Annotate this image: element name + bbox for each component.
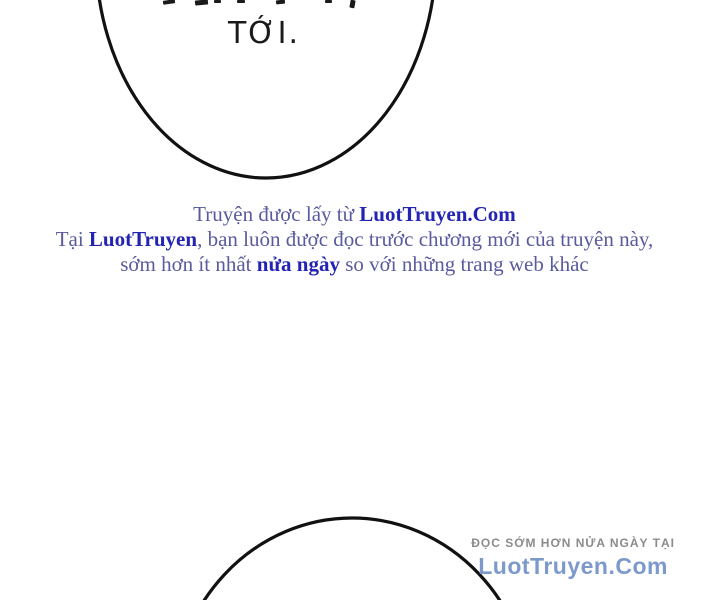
footer-promo xyxy=(471,536,675,580)
watermark-text: Tại xyxy=(55,227,89,251)
text-fragment xyxy=(195,0,208,6)
watermark-site-name: LuotTruyen xyxy=(88,227,198,251)
speech-bubble-top-text: TỚI. xyxy=(227,16,301,51)
promo-tagline: ĐỌC SỚM HƠN NỬA NGÀY TẠI xyxy=(471,536,675,550)
text-fragment xyxy=(276,0,285,4)
watermark-line-1 xyxy=(0,202,709,227)
watermark-text: sớm hơn ít nhất xyxy=(120,252,257,276)
watermark-site-name: LuotTruyen.Com xyxy=(359,202,516,226)
text-fragment xyxy=(349,0,355,8)
site-watermark xyxy=(0,202,709,277)
promo-site-logo: LuotTruyen.Com xyxy=(478,553,668,579)
watermark-text: Truyện được lấy từ xyxy=(193,202,360,226)
watermark-line-2 xyxy=(0,227,709,252)
cut-off-text-fragments xyxy=(0,0,709,10)
watermark-line-3 xyxy=(0,252,709,277)
watermark-text: so với những trang web khác xyxy=(339,252,589,276)
text-fragment xyxy=(163,0,175,5)
text-fragment xyxy=(214,0,221,3)
text-fragment xyxy=(237,0,245,3)
watermark-text: , bạn luôn được đọc trước chương mới của truyện này, xyxy=(197,227,654,251)
text-fragment xyxy=(325,0,332,3)
watermark-highlight: nửa ngày xyxy=(256,252,340,276)
